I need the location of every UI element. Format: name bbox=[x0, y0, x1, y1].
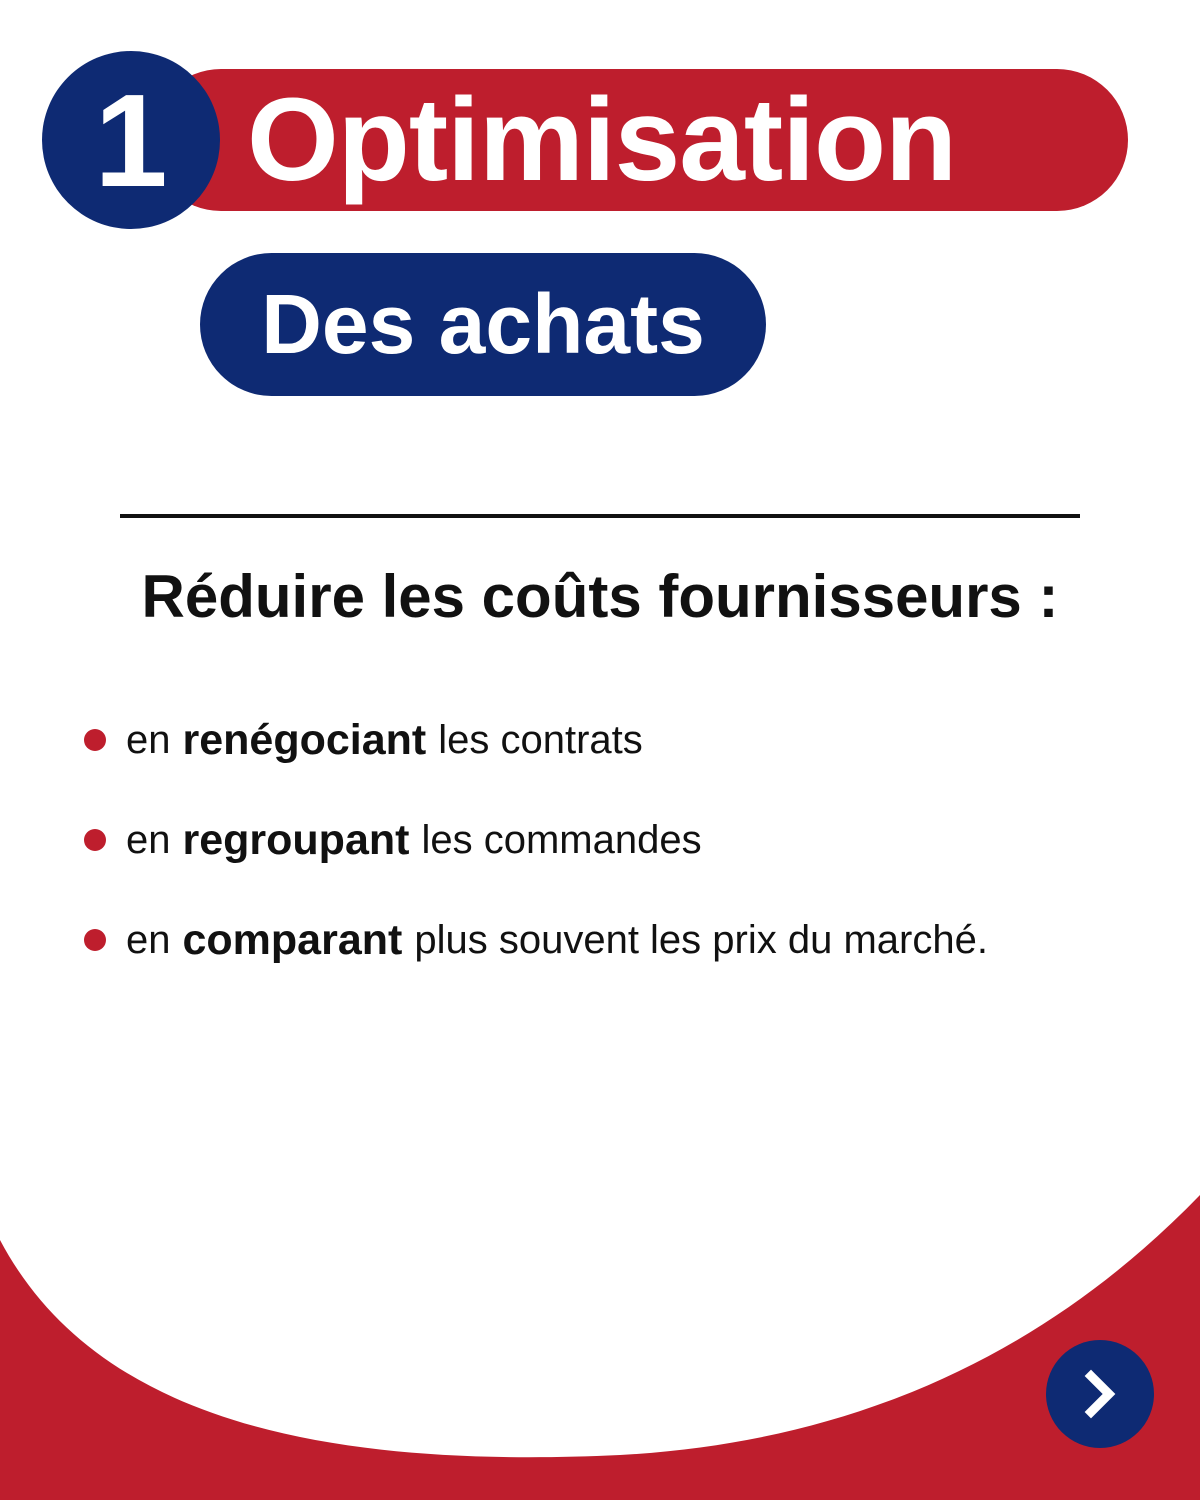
step-number-badge bbox=[42, 51, 220, 229]
decorative-wave bbox=[0, 1180, 1200, 1500]
page-subtitle: Des achats bbox=[261, 277, 705, 371]
bullet-dot-icon bbox=[84, 729, 106, 751]
bullet-dot-icon bbox=[84, 929, 106, 951]
bullet-suffix: les commandes bbox=[421, 817, 702, 862]
next-button[interactable] bbox=[1046, 1340, 1154, 1448]
bullet-suffix: les contrats bbox=[438, 717, 643, 762]
chevron-right-icon bbox=[1074, 1368, 1126, 1420]
list-item bbox=[84, 690, 1164, 790]
bullet-emphasis: comparant bbox=[182, 915, 403, 964]
list-item bbox=[84, 790, 1164, 890]
bullet-emphasis: renégociant bbox=[182, 715, 427, 764]
bullet-prefix: en bbox=[126, 717, 171, 762]
subtitle-pill bbox=[200, 253, 766, 396]
bullet-list bbox=[84, 690, 1164, 990]
page-title: Optimisation bbox=[247, 74, 957, 206]
bullet-emphasis: regroupant bbox=[182, 815, 410, 864]
bullet-prefix: en bbox=[126, 917, 171, 962]
bullet-dot-icon bbox=[84, 829, 106, 851]
bullet-prefix: en bbox=[126, 817, 171, 862]
divider bbox=[120, 514, 1080, 518]
list-item bbox=[84, 890, 1164, 990]
section-heading: Réduire les coûts fournisseurs : bbox=[141, 563, 1059, 630]
step-number: 1 bbox=[94, 66, 168, 214]
bullet-suffix: plus souvent les prix du marché. bbox=[414, 917, 988, 962]
